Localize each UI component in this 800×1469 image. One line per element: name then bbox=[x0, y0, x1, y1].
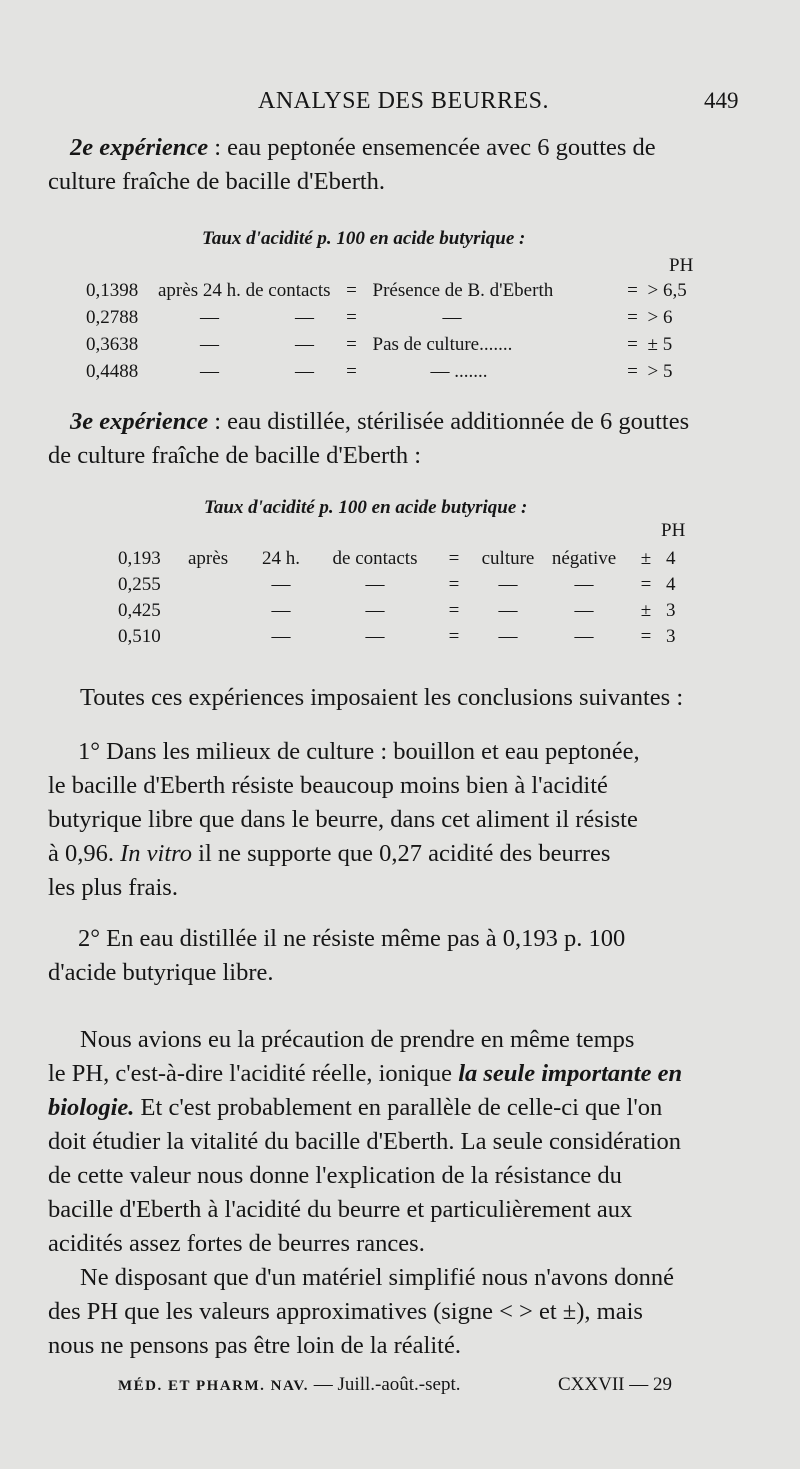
experiment-2-line-1 bbox=[48, 131, 752, 165]
table-row bbox=[118, 546, 686, 572]
footer-dash: — bbox=[309, 1374, 338, 1395]
experiment-3-label: 3e expérience bbox=[70, 408, 209, 435]
hours: — bbox=[271, 574, 291, 595]
running-header: ANALYSE DES BEURRES. bbox=[258, 88, 549, 114]
conclusion-1-text: il ne supporte que 0,27 acidité des beurres bbox=[192, 840, 611, 867]
table-row bbox=[86, 331, 703, 358]
word-apres: après bbox=[188, 548, 229, 569]
operator: ± bbox=[640, 600, 652, 621]
acidity-value: 0,510 bbox=[118, 626, 161, 647]
table-row bbox=[86, 304, 703, 331]
page-footer bbox=[118, 1374, 672, 1396]
experiment-2-text: : eau peptonée ensemencée avec 6 gouttes de bbox=[208, 134, 656, 161]
ditto-mark: — bbox=[200, 333, 219, 355]
operator: = bbox=[640, 574, 652, 595]
discussion-line-10: nous ne pensons pas être loin de la réalité. bbox=[48, 1332, 461, 1359]
ph-value: 4 bbox=[666, 574, 676, 595]
table-1 bbox=[86, 277, 703, 385]
culture-result: Présence de B. d'Eberth bbox=[372, 279, 554, 301]
table-row bbox=[86, 358, 703, 385]
contact-time: après 24 h. de contacts bbox=[158, 279, 331, 301]
culture-result: Pas de culture....... bbox=[372, 333, 513, 355]
acidity-value: 0,3638 bbox=[86, 333, 139, 355]
contact-time bbox=[158, 358, 331, 385]
acidity-value: 0,1398 bbox=[86, 279, 139, 301]
result: négative bbox=[551, 548, 617, 569]
acidity-value: 0,2788 bbox=[86, 306, 139, 328]
conclusion-1-text: à 0,96. bbox=[48, 840, 121, 867]
table-row bbox=[118, 572, 686, 598]
acidity-value: 0,4488 bbox=[86, 360, 139, 382]
word-apres bbox=[188, 598, 246, 624]
discussion-line-3 bbox=[48, 1091, 756, 1125]
experiment-3-line-1 bbox=[48, 405, 752, 439]
table-row bbox=[118, 624, 686, 650]
contacts: — bbox=[365, 600, 385, 621]
discussion-line-4: doit étudier la vitalité du bacille d'Eberth. La seule considération bbox=[48, 1128, 682, 1155]
acidity-value: 0,425 bbox=[118, 600, 161, 621]
table-row bbox=[118, 598, 686, 624]
experiment-2-paragraph bbox=[48, 131, 752, 199]
discussion-line-6: bacille d'Eberth à l'acidité du beurre et particulièrement aux bbox=[48, 1196, 633, 1223]
conclusions-intro: Toutes ces expériences imposaient les conclusions suivantes : bbox=[80, 684, 684, 711]
contact-time bbox=[158, 304, 331, 331]
experiment-3-text: : eau distillée, stérilisée additionnée de 6 gouttes bbox=[208, 408, 690, 435]
conclusion-1-line-5: les plus frais. bbox=[48, 874, 178, 901]
conclusion-1-line-2: le bacille d'Eberth résiste beaucoup moins bien à l'acidité bbox=[48, 772, 608, 799]
discussion-line-2 bbox=[48, 1057, 756, 1091]
equals-sign: = bbox=[448, 548, 460, 569]
table-2 bbox=[118, 546, 686, 650]
volume-signature: CXXVII — 29 bbox=[558, 1374, 672, 1395]
conclusion-1 bbox=[48, 735, 752, 905]
culture-result: — bbox=[442, 306, 462, 328]
experiment-2-label: 2e expérience bbox=[70, 134, 209, 161]
contacts: de contacts bbox=[332, 548, 418, 569]
contact-time bbox=[158, 331, 331, 358]
experiment-3-line-2: de culture fraîche de bacille d'Eberth : bbox=[48, 442, 422, 469]
ph-value: 3 bbox=[666, 626, 676, 647]
table-1-caption: Taux d'acidité p. 100 en acide butyrique : bbox=[202, 228, 526, 249]
issue-period: Juill.-août.-sept. bbox=[337, 1374, 461, 1395]
emphasis: biologie. bbox=[48, 1094, 135, 1121]
ditto-mark: — bbox=[295, 333, 314, 355]
operator: = bbox=[627, 279, 638, 301]
contacts: — bbox=[365, 574, 385, 595]
acidity-value: 0,255 bbox=[118, 574, 161, 595]
table-row bbox=[86, 277, 703, 304]
acidity-value: 0,193 bbox=[118, 548, 161, 569]
conclusion-2 bbox=[48, 922, 752, 990]
ph-value: ± 5 bbox=[647, 333, 673, 355]
table-1-ph-header: PH bbox=[669, 255, 694, 276]
ditto-mark: — bbox=[200, 306, 219, 328]
experiment-3-paragraph bbox=[48, 405, 752, 473]
ph-value: 3 bbox=[666, 600, 676, 621]
equals-sign: = bbox=[346, 306, 357, 328]
ph-value: > 6 bbox=[647, 306, 673, 328]
culture: — bbox=[498, 600, 518, 621]
operator: = bbox=[627, 333, 638, 355]
ditto-mark: — bbox=[295, 360, 314, 382]
culture: — bbox=[498, 574, 518, 595]
in-vitro-emphasis: In vitro bbox=[120, 840, 193, 867]
ditto-mark: — bbox=[200, 360, 219, 382]
result: — bbox=[574, 626, 594, 647]
ph-value: > 6,5 bbox=[647, 279, 687, 301]
page-number: 449 bbox=[704, 88, 739, 113]
result: — bbox=[574, 574, 594, 595]
equals-sign: = bbox=[448, 600, 460, 621]
emphasis: la seule importante en bbox=[458, 1060, 683, 1087]
hours: — bbox=[271, 626, 291, 647]
equals-sign: = bbox=[346, 360, 357, 382]
hours: 24 h. bbox=[262, 548, 300, 569]
culture-result: — ....... bbox=[430, 360, 488, 382]
discussion-text: le PH, c'est-à-dire l'acidité réelle, ionique bbox=[48, 1060, 459, 1087]
conclusion-2-line-1: 2° En eau distillée il ne résiste même pas à 0,193 p. 100 bbox=[78, 925, 626, 952]
ditto-mark: — bbox=[295, 306, 314, 328]
culture: culture bbox=[481, 548, 535, 569]
discussion-line-7: acidités assez fortes de beurres rances. bbox=[48, 1230, 425, 1257]
ph-value: 4 bbox=[666, 548, 676, 569]
table-2-ph-header: PH bbox=[661, 520, 686, 541]
discussion-line-8: Ne disposant que d'un matériel simplifié nous n'avons donné bbox=[80, 1264, 675, 1291]
conclusion-1-line-3: butyrique libre que dans le beurre, dans cet aliment il résiste bbox=[48, 806, 638, 833]
ph-value: > 5 bbox=[647, 360, 673, 382]
discussion-line-1: Nous avions eu la précaution de prendre en même temps bbox=[80, 1026, 635, 1053]
contacts: — bbox=[365, 626, 385, 647]
conclusion-2-line-2: d'acide butyrique libre. bbox=[48, 959, 274, 986]
culture: — bbox=[498, 626, 518, 647]
journal-abbreviation: MÉD. ET PHARM. NAV. bbox=[118, 1378, 310, 1394]
word-apres bbox=[188, 572, 246, 598]
operator: = bbox=[627, 306, 638, 328]
operator: ± bbox=[640, 548, 652, 569]
result: — bbox=[574, 600, 594, 621]
equals-sign: = bbox=[346, 279, 357, 301]
equals-sign: = bbox=[346, 333, 357, 355]
equals-sign: = bbox=[448, 574, 460, 595]
discussion-line-9: des PH que les valeurs approximatives (signe < > et ±), mais bbox=[48, 1298, 643, 1325]
equals-sign: = bbox=[448, 626, 460, 647]
discussion-text: Et c'est probablement en parallèle de celle-ci que l'on bbox=[134, 1094, 663, 1121]
operator: = bbox=[627, 360, 638, 382]
experiment-2-line-2: culture fraîche de bacille d'Eberth. bbox=[48, 168, 386, 195]
discussion-paragraph bbox=[48, 1023, 756, 1363]
table-2-caption: Taux d'acidité p. 100 en acide butyrique : bbox=[204, 497, 528, 518]
hours: — bbox=[271, 600, 291, 621]
discussion-line-5: de cette valeur nous donne l'explication de la résistance du bbox=[48, 1162, 622, 1189]
operator: = bbox=[640, 626, 652, 647]
word-apres bbox=[188, 624, 246, 650]
conclusion-1-line-1: 1° Dans les milieux de culture : bouillon et eau peptonée, bbox=[78, 738, 640, 765]
conclusion-1-line-4 bbox=[48, 837, 752, 871]
